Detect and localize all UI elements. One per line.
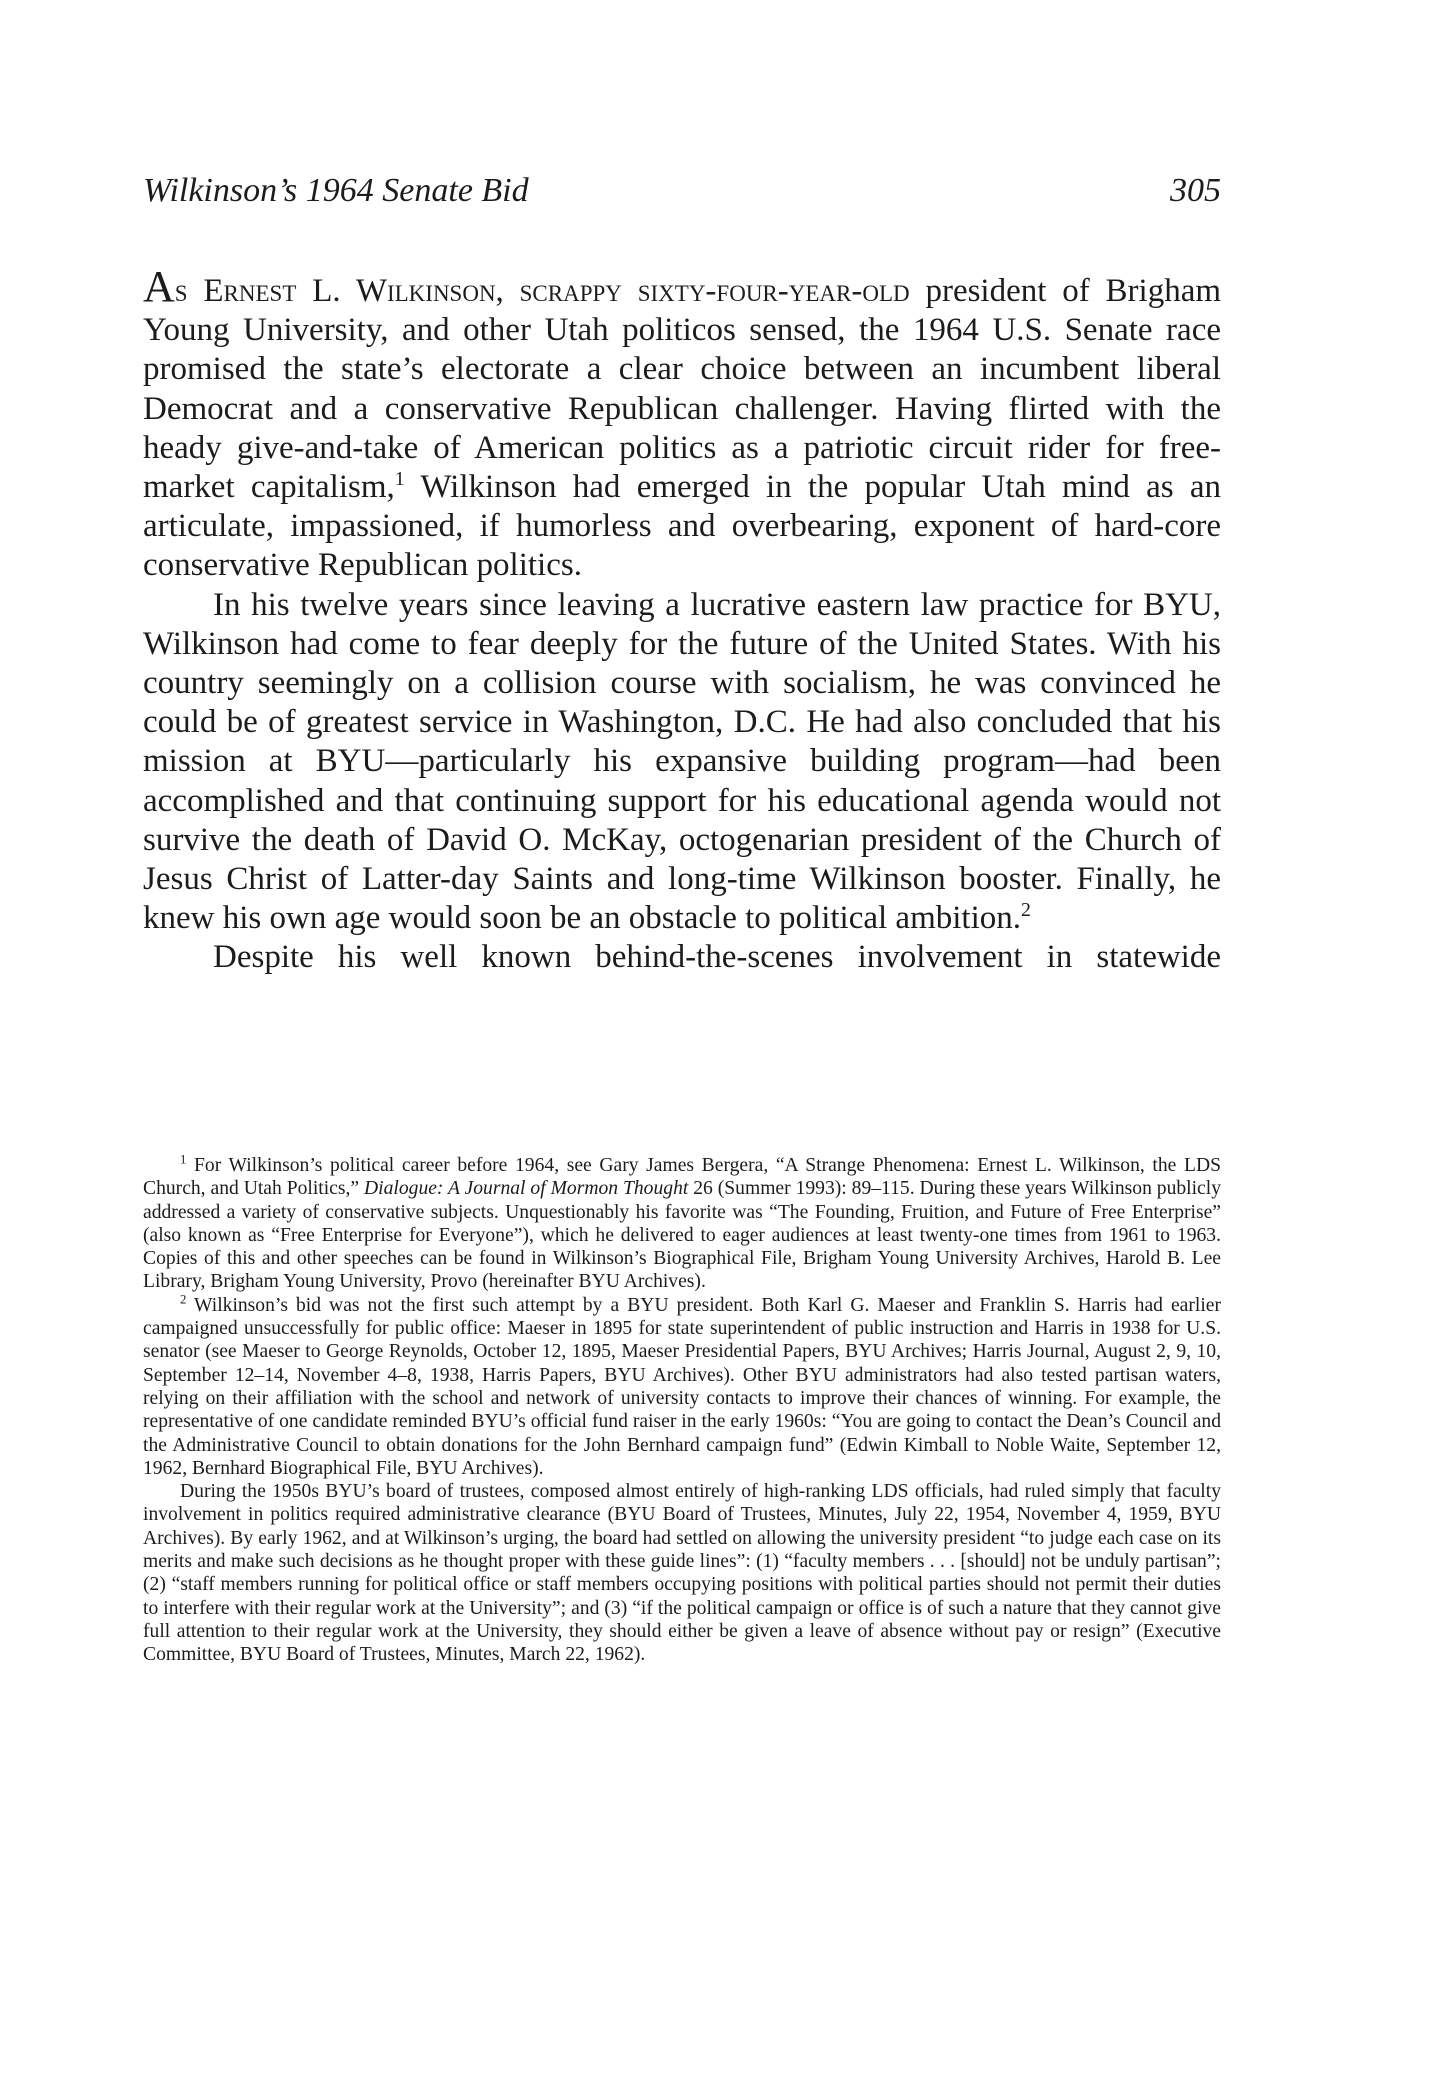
paragraph-1 <box>143 262 1222 586</box>
drop-cap: A <box>143 262 175 311</box>
footnote-2-continued: During the 1950s BYU’s board of trustees, composed almost entirely of high-ranking LDS officials, had ruled simply that faculty involvement in politics required administrative clearance (BYU Board of Trustees, Minutes, July 22, 1954, November 4, 1959, BYU Archives). By early 1962, and at Wilkinson’s urging, the board had settled on allowing the university president “to judge each case on its merits and make such decisions as he thought proper with these guide lines”: (1) “faculty members . . . [should] not be unduly partisan”; (2) “staff members running for political office or staff members occupying positions with political parties should not permit their duties to interfere with their regular work at the University”; and (3) “if the political campaign or office is of such a nature that they cannot give full attention to their regular work at the University, they should either be given a leave of absence without pay or resign” (Executive Committee, BYU Board of Trustees, Minutes, March 22, 1962). <box>143 1481 1221 1666</box>
paragraph-2-text: In his twelve years since leaving a lucrative eastern law practice for BYU, Wilkinson had come to fear deeply for the future of the United States. With his country seemingly on a collision course with socialism, he was convinced he could be of greatest service in Washington, D.C. He had also concluded that his mission at BYU—particularly his expansive building program—had been accomplished and that continuing support for his educational agenda would not survive the death of David O. McKay, octogenarian president of the Church of Jesus Christ of Latter-day Saints and long-time Wilkinson booster. Finally, he knew his own age would soon be an obstacle to political ambition. <box>143 586 1221 937</box>
footnote-1-mark: 1 <box>180 1152 187 1167</box>
paragraph-1-text-end: Wilkinson had emerged in the popular Utah mind as an articulate, impassioned, if humorless and overbearing, exponent of hard-core conservative Republican politics. <box>143 469 1221 584</box>
footnote-2 <box>143 1294 1221 1480</box>
page-number: 305 <box>1170 172 1221 209</box>
footnotes <box>143 1154 1221 1667</box>
footnote-ref-1[interactable]: 1 <box>394 468 405 491</box>
paragraph-1-text: president of Brigham Young University, and other Utah politicos sensed, the 1964 U.S. Senate race promised the state’s electorate a clear choice between an incumbent liberal Democrat and a conservative Republican challenger. Having flirted with the heady give-and-take of American politics as a patriotic circuit rider for free-market capitalism, <box>143 273 1222 506</box>
paragraph-3 <box>143 938 1221 977</box>
opening-small-caps: s Ernest L. Wilkinson, scrappy sixty-four-year-old <box>174 273 910 309</box>
footnote-1-text-a: For Wilkinson’s political career before 1964, see Gary James Bergera, “A Strange Phenomena: Ernest L. Wilkinson, the LDS Church, and Utah Politics,” <box>143 1155 1221 1200</box>
footnote-ref-2[interactable]: 2 <box>1021 899 1031 922</box>
main-body-text <box>143 262 1222 978</box>
footnote-2-mark: 2 <box>180 1292 187 1307</box>
footnote-2-text: Wilkinson’s bid was not the first such attempt by a BYU president. Both Karl G. Maeser and Franklin S. Harris had earlier campaigned unsuccessfully for public office: Maeser in 1895 for state superintendent of public instruction and Harris in 1938 for U.S. senator (see Maeser to George Reynolds, October 12, 1895, Maeser Presidential Papers, BYU Archives; Harris Journal, August 2, 9, 10, September 12–14, November 4–8, 1938, Harris Papers, BYU Archives). Other BYU administrators had also tested partisan waters, relying on their affiliation with the school and network of university contacts to improve their chances of winning. For example, the representative of one candidate reminded BYU’s official fund raiser in the early 1960s: “You are going to contact the Dean’s Council and the Administrative Council to obtain donations for the John Bernhard campaign fund” (Edwin Kimball to Noble Waite, September 12, 1962, Bernhard Biographical File, BYU Archives). <box>143 1294 1221 1479</box>
footnote-1-text-b: 26 (Summer 1993): 89–115. During these years Wilkinson publicly addressed a variety of conservative subjects. Unquestionably his favorite was “The Founding, Fruition, and Future of Free Enterprise” (also known as “Free Enterprise for Everyone”), which he delivered to eager audiences at least twenty-one times from 1961 to 1963. Copies of this and other speeches can be found in Wilkinson’s Biographical File, Brigham Young University Archives, Harold B. Lee Library, Brigham Young University, Provo (hereinafter BYU Archives). <box>143 1178 1221 1293</box>
running-title: Wilkinson’s 1964 Senate Bid <box>143 172 529 209</box>
running-header <box>143 172 1221 212</box>
footnote-1-journal: Dialogue: A Journal of Mormon Thought <box>364 1178 689 1200</box>
footnote-1 <box>143 1154 1221 1294</box>
paragraph-3-text: Despite his well known behind-the-scenes involvement in statewide <box>213 939 1221 976</box>
paragraph-2 <box>143 586 1221 939</box>
